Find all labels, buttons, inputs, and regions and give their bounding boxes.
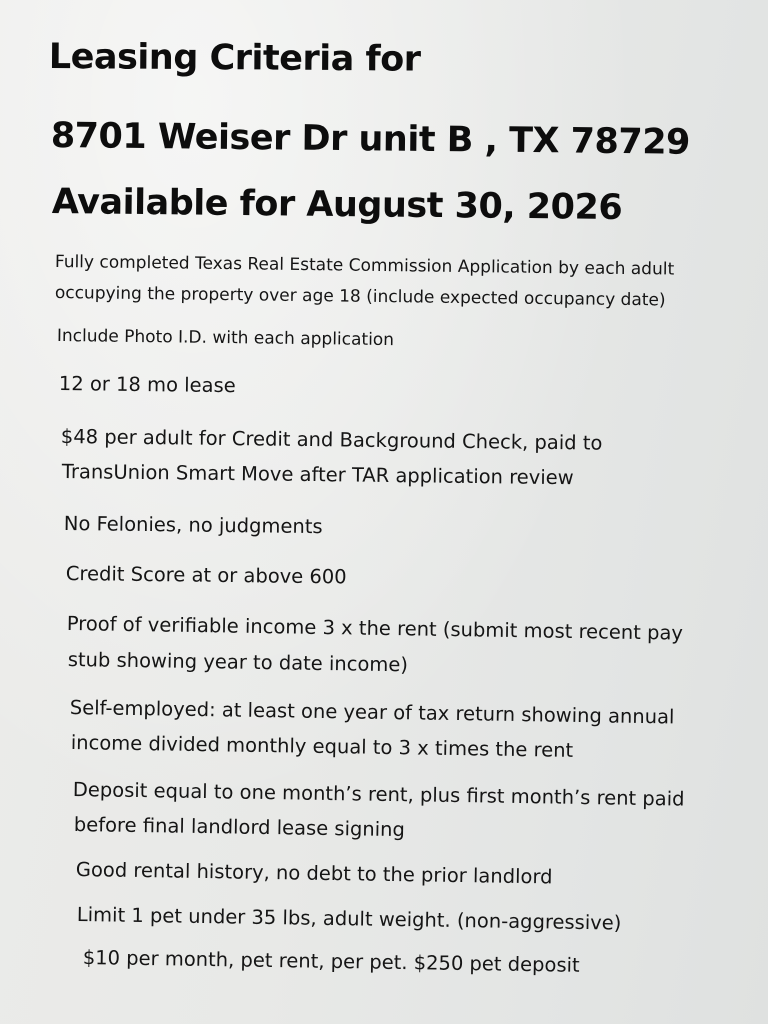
criteria-line: Self-employed: at least one year of tax return showing annual <box>69 696 675 729</box>
criteria-line: Good rental history, no debt to the prior landlord <box>75 858 553 889</box>
availability-date: Available for August 30, 2026 <box>51 182 623 228</box>
criteria-line: No Felonies, no judgments <box>63 512 323 539</box>
criteria-line: $48 per adult for Credit and Background Check, paid to <box>60 425 603 455</box>
criteria-line: Limit 1 pet under 35 lbs, adult weight. (non-aggressive) <box>76 903 622 935</box>
criteria-line: Include Photo I.D. with each application <box>56 326 395 351</box>
property-address: 8701 Weiser Dr unit B , TX 78729 <box>50 116 691 163</box>
criteria-line: Deposit equal to one month’s rent, plus first month’s rent paid <box>72 778 685 811</box>
criteria-line: $10 per month, pet rent, per pet. $250 pet deposit <box>82 946 580 977</box>
criteria-line: TransUnion Smart Move after TAR application review <box>61 460 574 490</box>
criteria-line: Proof of verifiable income 3 x the rent (submit most recent pay <box>66 612 684 645</box>
criteria-line: Credit Score at or above 600 <box>65 562 347 589</box>
criteria-line: 12 or 18 mo lease <box>58 372 236 398</box>
criteria-line: Fully completed Texas Real Estate Commission Application by each adult <box>54 252 675 280</box>
criteria-line: occupying the property over age 18 (include expected occupancy date) <box>54 283 666 311</box>
criteria-line: income divided monthly equal to 3 x times the rent <box>70 731 574 762</box>
criteria-line: stub showing year to date income) <box>67 648 409 677</box>
title-line-1: Leasing Criteria for <box>48 37 421 80</box>
criteria-line: before final landlord lease signing <box>73 813 406 842</box>
